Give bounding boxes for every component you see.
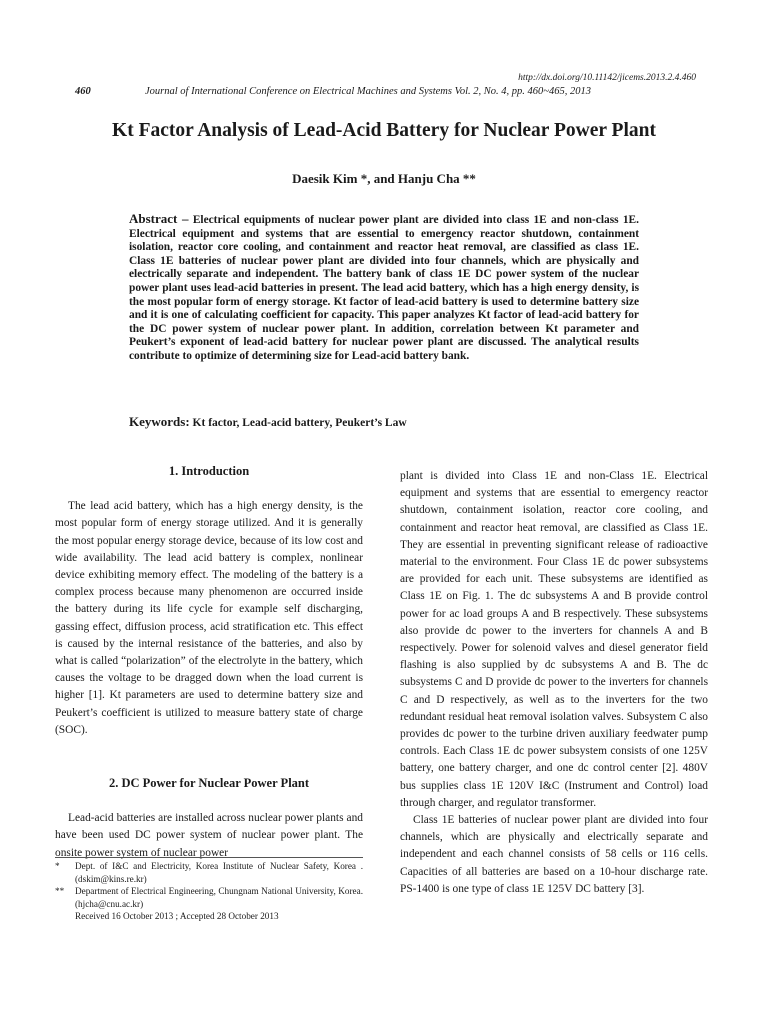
section-heading-dc-power: 2. DC Power for Nuclear Power Plant — [108, 776, 310, 791]
footnote-affiliation-2 — [55, 885, 363, 910]
left-column — [55, 463, 363, 862]
footnote-affiliation-1 — [55, 860, 363, 885]
abstract-label: Abstract – — [129, 211, 189, 226]
keywords — [129, 414, 639, 430]
journal-citation: Journal of International Conference on Electrical Machines and Systems Vol. 2, No. 4, pp. 460~465, 2013 — [145, 86, 591, 97]
keywords-label: Keywords: — [129, 414, 190, 429]
page-number: 460 — [75, 86, 91, 97]
footnote-divider — [55, 857, 363, 858]
class1e-batteries-paragraph: Class 1E batteries of nuclear power plant are divided into four channels, which are physically and electrically separate and independent and each channel consists of 58 cells or 116 cells. Capacities of all batteries are based on a 10-hour discharge rate. PS-1400 is one type of class 1E 125V DC battery [3]. — [400, 814, 708, 895]
paper-title: Kt Factor Analysis of Lead-Acid Battery for Nuclear Power Plant — [112, 120, 656, 141]
dc-power-continued-paragraph: plant is divided into Class 1E and non-Class 1E. Electrical equipment and systems that are essential to emergency reactor shutdown, containment isolation, reactor core cooling, and containment and reactor heat removal, are classified as Class 1E. They are essential in preventing significant release of radioactive material to the environment. Four Class 1E dc power subsystems are provided for each unit. These subsystems are identified as Class 1E on Fig. 1. The dc subsystems A and B provide control power for ac load groups A and B respectively. These subsystems also provide dc power to the inverters for channels A and B respectively. Power for solenoid valves and diesel generator field flashing is also supplied by dc subsystems A and B. The dc subsystems C and D provide dc power to the inverters for channels C and D respectively, as well as to the inverters for the two redundant residual heat removal isolation valves. Subsystem C also provides dc power to the turbine driven auxiliary feedwater pump controls. Each Class 1E dc power subsystem consists of one 125V battery, one battery charger, and one dc control center [2]. 480V bus supplies class 1E 120V I&C (Instrument and Control) load through charger, and regulator transformer. — [400, 470, 708, 809]
footnote-mark: ** — [55, 886, 65, 896]
footnote-text: Department of Electrical Engineering, Chungnam National University, Korea.(hjcha@cnu.ac.kr) — [75, 886, 363, 909]
author-list: Daesik Kim *, and Hanju Cha ** — [292, 171, 476, 186]
section-heading-introduction: 1. Introduction — [168, 464, 250, 478]
keywords-text: Kt factor, Lead-acid battery, Peukert’s Law — [192, 417, 407, 429]
dc-power-paragraph: Lead-acid batteries are installed across nuclear power plants and have been used DC power system of nuclear power plant. The onsite power system of nuclear power — [55, 812, 363, 859]
right-column — [400, 468, 708, 898]
intro-paragraph: The lead acid battery, which has a high energy density, is the most popular form of energy storage utilized. And it is generally the most popular energy storage device, because of its low cost and wide availability. The lead acid battery is complex, nonlinear device exhibiting memory effect. The modeling of the battery is a complex process because many phenomenon are occurred inside the battery during its life cycle for example self discharging, gassing effect, diffusion process, acid stratification etc. This effect is caused by the internal resistance of the batteries, and also by what is called “polarization” of the electrolyte in the battery, which causes the voltage to be dragged down when the load current is higher [1]. Kt parameters are used to determine battery size and Peukert’s coefficient is utilized to measure battery state of charge (SOC). — [55, 500, 363, 736]
footnote-mark: * — [55, 861, 60, 871]
abstract-text: Electrical equipments of nuclear power plant are divided into class 1E and non-class 1E. Electrical equipment and systems that are essential to emergency reactor shutdown, containment isolation, reactor core cooling, and containment and reactor heat removal, are classified as class 1E. Class 1E batteries of nuclear power plant are divided into four channels, which are physically and electrically separate and independent. The battery bank of class 1E DC power system of the nuclear power plant uses lead-acid batteries in present. The lead acid battery, which has a high energy density, is the most popular form of energy storage. Kt factor of lead-acid battery is used to determine battery size and it is one of calculating coefficient for capacity. This paper analyzes Kt factor of lead-acid battery for the DC power system of nuclear power plant. In addition, correlation between Kt parameter and Peukert’s exponent of lead-acid battery for nuclear power plant are discussed. The analytical results contribute to optimize of determining size for Lead-acid battery bank. — [129, 214, 639, 362]
received-dates: Received 16 October 2013 ; Accepted 28 October 2013 — [75, 911, 279, 921]
abstract — [129, 212, 639, 364]
footnotes — [55, 860, 363, 923]
doi-link[interactable]: http://dx.doi.org/10.11142/jicems.2013.2.4.460 — [518, 73, 696, 83]
footnote-text: Dept. of I&C and Electricity, Korea Institute of Nuclear Safety, Korea .(dskim@kins.re.kr) — [75, 861, 363, 884]
